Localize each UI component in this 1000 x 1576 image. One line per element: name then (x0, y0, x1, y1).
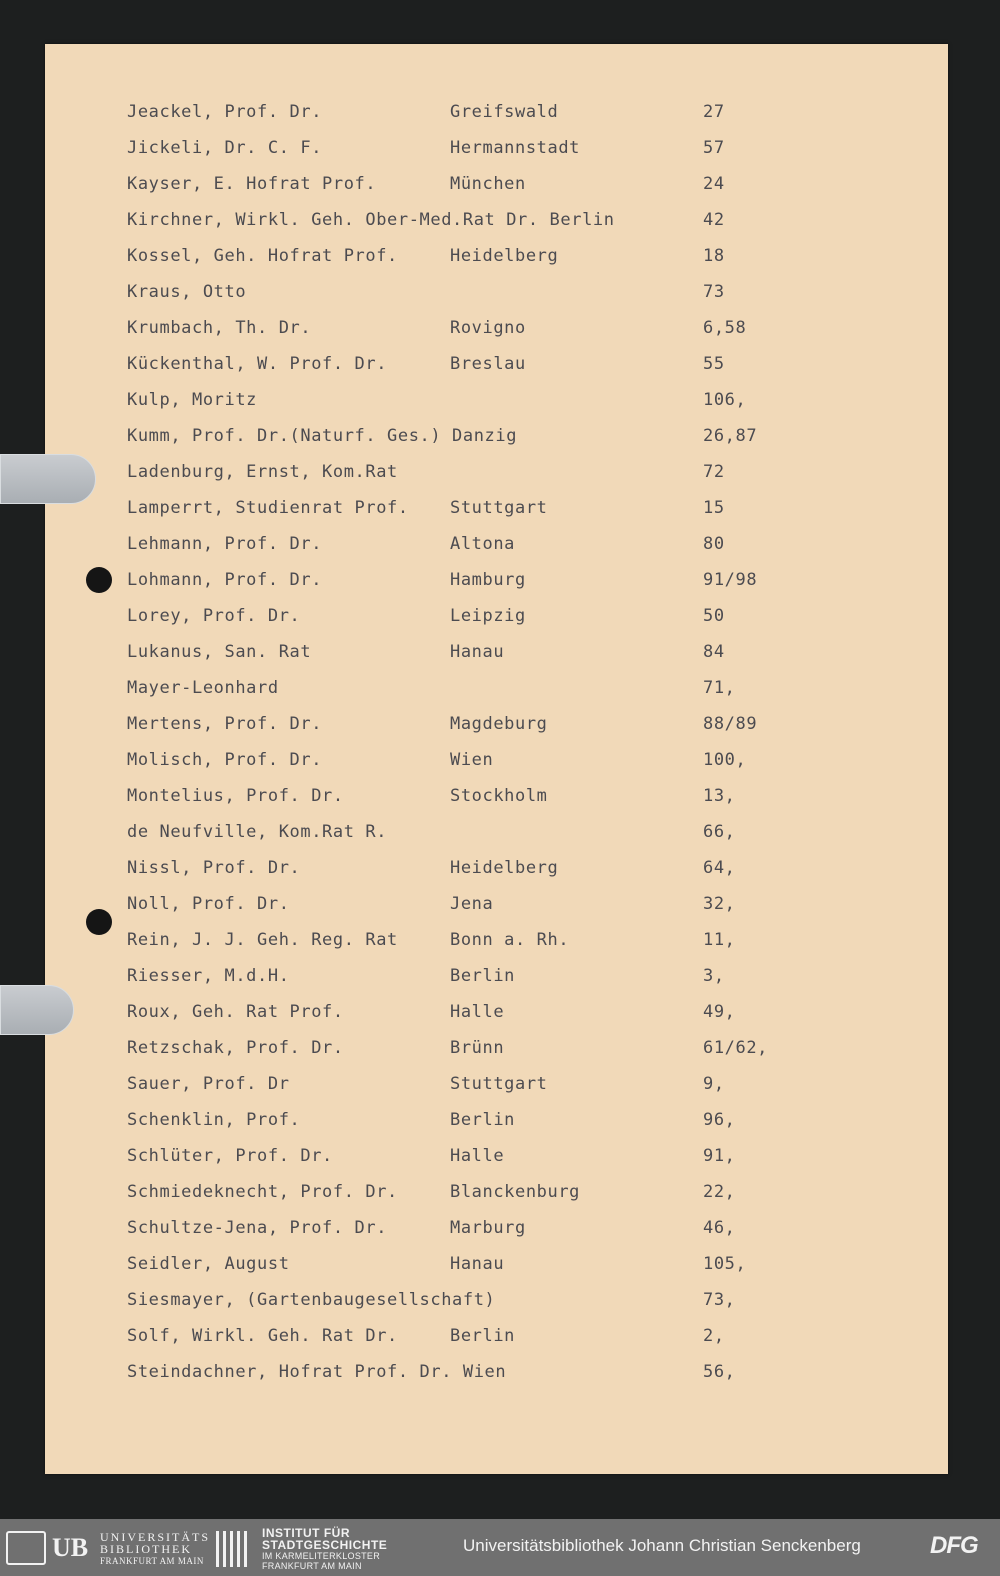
entry-ref: 56, (703, 1362, 736, 1382)
entry-name: Schultze-Jena, Prof. Dr. (127, 1218, 388, 1238)
entry-place: Stuttgart (450, 1074, 548, 1094)
ub-portrait-icon (6, 1531, 46, 1565)
entry-name: Solf, Wirkl. Geh. Rat Dr. (127, 1326, 398, 1346)
entry-row (45, 678, 948, 714)
entry-name: Nissl, Prof. Dr. (127, 858, 301, 878)
dfg-logo[interactable]: DFG (930, 1532, 978, 1559)
entry-name: Lohmann, Prof. Dr. (127, 570, 323, 590)
isg-line-4: FRANKFURT AM MAIN (262, 1561, 362, 1571)
entry-ref: 2, (703, 1326, 725, 1346)
entry-name: Lamperrt, Studienrat Prof. (127, 498, 409, 518)
entry-ref: 96, (703, 1110, 736, 1130)
entry-place: Hanau (450, 642, 505, 662)
entry-name: Lehmann, Prof. Dr. (127, 534, 323, 554)
entry-ref: 49, (703, 1002, 736, 1022)
entry-place: Hanau (450, 1254, 505, 1274)
entry-name: Sauer, Prof. Dr (127, 1074, 290, 1094)
entry-ref: 18 (703, 246, 725, 266)
document-sheet (45, 44, 948, 1474)
ub-name (100, 1531, 210, 1567)
entry-name: Kossel, Geh. Hofrat Prof. (127, 246, 398, 266)
isg-name (262, 1527, 387, 1571)
isg-line-3: IM KARMELITERKLOSTER (262, 1551, 381, 1561)
entry-ref: 13, (703, 786, 736, 806)
entry-ref: 42 (703, 210, 725, 230)
entry-row (45, 786, 948, 822)
entry-row (45, 606, 948, 642)
entry-row (45, 1218, 948, 1254)
entry-place: Greifswald (450, 102, 559, 122)
entry-ref: 57 (703, 138, 725, 158)
entry-ref: 105, (703, 1254, 747, 1274)
entry-ref: 26,87 (703, 426, 758, 446)
entry-place: Heidelberg (450, 246, 559, 266)
entry-row (45, 1110, 948, 1146)
footer-bar (0, 1519, 1000, 1576)
entry-row (45, 354, 948, 390)
entry-ref: 3, (703, 966, 725, 986)
entry-row (45, 750, 948, 786)
entry-row (45, 1362, 948, 1398)
entry-row (45, 390, 948, 426)
entry-name: Steindachner, Hofrat Prof. Dr. Wien (127, 1362, 507, 1382)
entry-place: München (450, 174, 526, 194)
entry-place: Stuttgart (450, 498, 548, 518)
entry-row (45, 1254, 948, 1290)
entry-place: Halle (450, 1146, 505, 1166)
entry-name: Molisch, Prof. Dr. (127, 750, 323, 770)
entry-ref: 72 (703, 462, 725, 482)
entry-row (45, 1146, 948, 1182)
entry-ref: 73, (703, 1290, 736, 1310)
entry-row (45, 570, 948, 606)
entry-place: Magdeburg (450, 714, 548, 734)
entry-row (45, 642, 948, 678)
entry-place: Breslau (450, 354, 526, 374)
entry-row (45, 1290, 948, 1326)
entry-place: Stockholm (450, 786, 548, 806)
entry-name: Ladenburg, Ernst, Kom.Rat (127, 462, 398, 482)
entry-row (45, 714, 948, 750)
entry-name: Rein, J. J. Geh. Reg. Rat (127, 930, 398, 950)
entry-name: Krumbach, Th. Dr. (127, 318, 312, 338)
ub-line-2: BIBLIOTHEK (100, 1542, 192, 1556)
ub-logo[interactable] (6, 1531, 96, 1565)
entry-ref: 11, (703, 930, 736, 950)
entry-row (45, 138, 948, 174)
entry-ref: 22, (703, 1182, 736, 1202)
entry-ref: 32, (703, 894, 736, 914)
entry-place: Berlin (450, 1110, 516, 1130)
entry-ref: 84 (703, 642, 725, 662)
entry-row (45, 858, 948, 894)
entry-name: Mayer-Leonhard (127, 678, 279, 698)
entry-ref: 100, (703, 750, 747, 770)
binder-tab-upper (0, 454, 96, 504)
ub-logo-text: UB (52, 1533, 89, 1562)
entry-row (45, 210, 948, 246)
entry-name: Roux, Geh. Rat Prof. (127, 1002, 344, 1022)
entry-name: Kirchner, Wirkl. Geh. Ober-Med.Rat Dr. Berlin (127, 210, 615, 230)
entry-ref: 61/62, (703, 1038, 769, 1058)
entry-name: Siesmayer, (Gartenbaugesellschaft) (127, 1290, 496, 1310)
entry-place: Rovigno (450, 318, 526, 338)
entry-ref: 88/89 (703, 714, 758, 734)
entry-row (45, 930, 948, 966)
entry-ref: 71, (703, 678, 736, 698)
entry-name: Riesser, M.d.H. (127, 966, 290, 986)
entry-name: Schlüter, Prof. Dr. (127, 1146, 333, 1166)
isg-logo-icon[interactable] (214, 1531, 254, 1567)
entry-row (45, 498, 948, 534)
entry-ref: 91, (703, 1146, 736, 1166)
entry-name: Kulp, Moritz (127, 390, 258, 410)
entry-place: Bonn a. Rh. (450, 930, 570, 950)
entry-ref: 73 (703, 282, 725, 302)
entry-place: Berlin (450, 1326, 516, 1346)
entry-place: Leipzig (450, 606, 526, 626)
entry-place: Altona (450, 534, 516, 554)
entry-name: Mertens, Prof. Dr. (127, 714, 323, 734)
ub-line-1: UNIVERSITÄTS (100, 1530, 210, 1544)
entry-name: Schenklin, Prof. (127, 1110, 301, 1130)
entry-name: Montelius, Prof. Dr. (127, 786, 344, 806)
entry-row (45, 1002, 948, 1038)
entry-row (45, 102, 948, 138)
isg-line-2: STADTGESCHICHTE (262, 1538, 388, 1552)
entry-row (45, 282, 948, 318)
entry-row (45, 462, 948, 498)
entry-name: Noll, Prof. Dr. (127, 894, 290, 914)
entry-place: Blanckenburg (450, 1182, 581, 1202)
entry-name: Kayser, E. Hofrat Prof. (127, 174, 377, 194)
entry-row (45, 1038, 948, 1074)
entry-ref: 9, (703, 1074, 725, 1094)
entry-row (45, 1326, 948, 1362)
entry-ref: 15 (703, 498, 725, 518)
entry-ref: 6,58 (703, 318, 747, 338)
punch-hole-upper (86, 567, 112, 593)
library-name: Universitätsbibliothek Johann Christian Senckenberg (463, 1536, 861, 1555)
entry-ref: 46, (703, 1218, 736, 1238)
entry-name: Lorey, Prof. Dr. (127, 606, 301, 626)
entry-name: Kraus, Otto (127, 282, 247, 302)
entry-name: Kumm, Prof. Dr.(Naturf. Ges.) Danzig (127, 426, 518, 446)
entry-ref: 27 (703, 102, 725, 122)
entry-place: Jena (450, 894, 494, 914)
entry-row (45, 318, 948, 354)
entry-row (45, 894, 948, 930)
entry-ref: 66, (703, 822, 736, 842)
entry-row (45, 426, 948, 462)
entry-name: Kückenthal, W. Prof. Dr. (127, 354, 388, 374)
entry-ref: 50 (703, 606, 725, 626)
entry-name: Retzschak, Prof. Dr. (127, 1038, 344, 1058)
entry-ref: 91/98 (703, 570, 758, 590)
entry-ref: 24 (703, 174, 725, 194)
entry-name: Schmiedeknecht, Prof. Dr. (127, 1182, 398, 1202)
entry-row (45, 1182, 948, 1218)
entry-place: Hamburg (450, 570, 526, 590)
entry-place: Hermannstadt (450, 138, 581, 158)
entry-row (45, 822, 948, 858)
entry-place: Halle (450, 1002, 505, 1022)
entry-place: Marburg (450, 1218, 526, 1238)
entry-name: de Neufville, Kom.Rat R. (127, 822, 388, 842)
entry-name: Jickeli, Dr. C. F. (127, 138, 323, 158)
entry-name: Lukanus, San. Rat (127, 642, 312, 662)
ub-line-3: FRANKFURT AM MAIN (100, 1556, 204, 1566)
entry-row (45, 174, 948, 210)
entry-row (45, 1074, 948, 1110)
entry-row (45, 534, 948, 570)
entry-name: Seidler, August (127, 1254, 290, 1274)
entry-place: Wien (450, 750, 494, 770)
entry-name: Jeackel, Prof. Dr. (127, 102, 323, 122)
entry-place: Berlin (450, 966, 516, 986)
entry-place: Brünn (450, 1038, 505, 1058)
entry-ref: 80 (703, 534, 725, 554)
entry-ref: 64, (703, 858, 736, 878)
entry-place: Heidelberg (450, 858, 559, 878)
entry-row (45, 966, 948, 1002)
isg-line-1: INSTITUT FÜR (262, 1526, 350, 1540)
punch-hole-lower (86, 909, 112, 935)
entry-ref: 55 (703, 354, 725, 374)
entry-ref: 106, (703, 390, 747, 410)
entry-row (45, 246, 948, 282)
binder-tab-lower (0, 985, 74, 1035)
